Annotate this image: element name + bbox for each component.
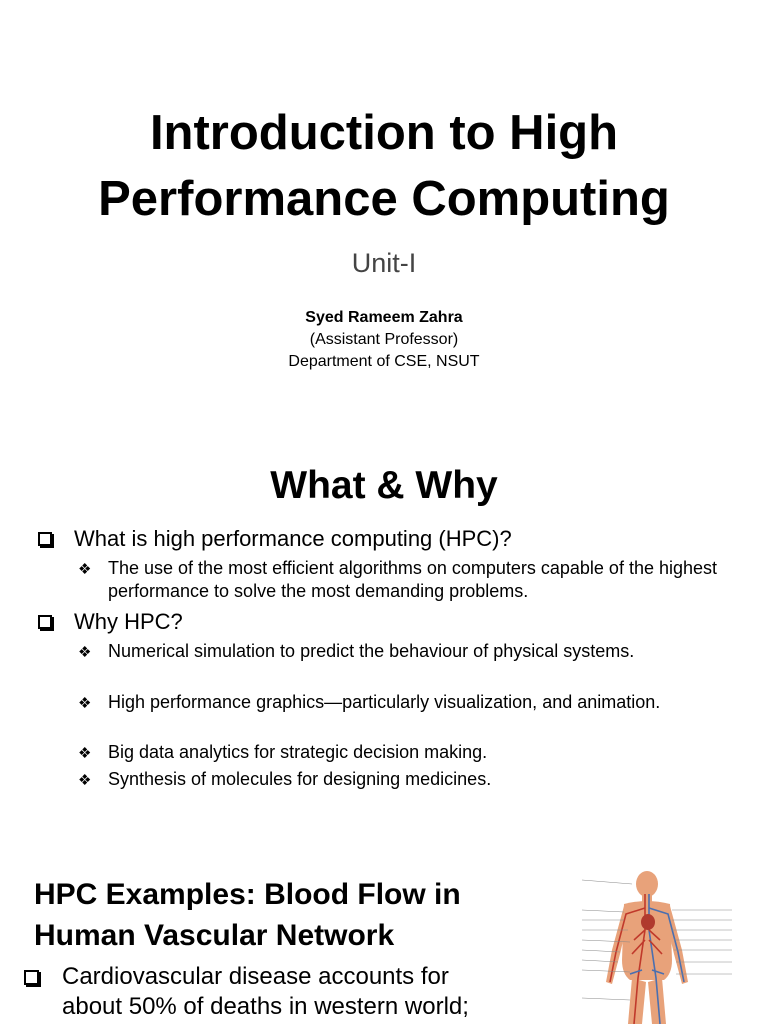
checkbox-bullet-icon: [24, 970, 39, 985]
list-item: [38, 609, 183, 635]
slide-title: [34, 874, 554, 956]
sub-list-item: [78, 640, 738, 663]
body-silhouette: [606, 871, 688, 1024]
diamond-bullet-icon: ❖: [78, 695, 92, 712]
title-line-1: HPC Examples: Blood Flow in: [34, 878, 461, 911]
list-item: [38, 526, 512, 552]
sub-bullet-text: Numerical simulation to predict the behaviour of physical systems.: [108, 641, 635, 661]
sub-bullet-text: The use of the most efficient algorithms on computers capable of the highest performance to solve the most demanding problems.: [108, 558, 718, 601]
author-role: (Assistant Professor): [309, 331, 459, 348]
hpc-examples-slide: [0, 840, 768, 1024]
what-why-slide: [0, 440, 768, 840]
checkbox-bullet-icon: [38, 615, 52, 629]
author-department: Department of CSE, NSUT: [288, 353, 480, 370]
sub-list-item: [78, 557, 738, 603]
author-block: [0, 307, 768, 373]
diamond-bullet-icon: ❖: [78, 561, 92, 578]
list-item: [22, 962, 542, 1022]
slide-title: [0, 100, 768, 232]
bullet-text: What is high performance computing (HPC)?: [74, 526, 512, 551]
bullet-text: Why HPC?: [74, 609, 183, 634]
title-line-2: Human Vascular Network: [34, 919, 395, 952]
slide-title: What & Why: [270, 464, 498, 507]
sub-list-item: [78, 768, 738, 791]
sub-bullet-text: Big data analytics for strategic decision making.: [108, 742, 488, 762]
checkbox-bullet-icon: [38, 532, 52, 546]
sub-list-item: [78, 691, 738, 714]
title-slide: [0, 0, 768, 440]
title-line-1: Introduction to High: [149, 106, 619, 160]
diamond-bullet-icon: ❖: [78, 772, 92, 789]
bullet-text-line-2: about 50% of deaths in western world;: [62, 993, 469, 1020]
bullet-text-line-1: Cardiovascular disease accounts for: [62, 963, 449, 990]
sub-bullet-text: High performance graphics—particularly visualization, and animation.: [108, 692, 661, 712]
title-line-2: Performance Computing: [98, 172, 670, 226]
diamond-bullet-icon: ❖: [78, 745, 92, 762]
sub-list-item: [78, 741, 738, 764]
sub-bullet-text: Synthesis of molecules for designing medicines.: [108, 769, 492, 789]
slide-subtitle: Unit-I: [351, 248, 417, 278]
author-name: Syed Rameem Zahra: [305, 309, 463, 326]
diamond-bullet-icon: ❖: [78, 644, 92, 661]
vascular-anatomy-figure: [572, 870, 752, 1024]
